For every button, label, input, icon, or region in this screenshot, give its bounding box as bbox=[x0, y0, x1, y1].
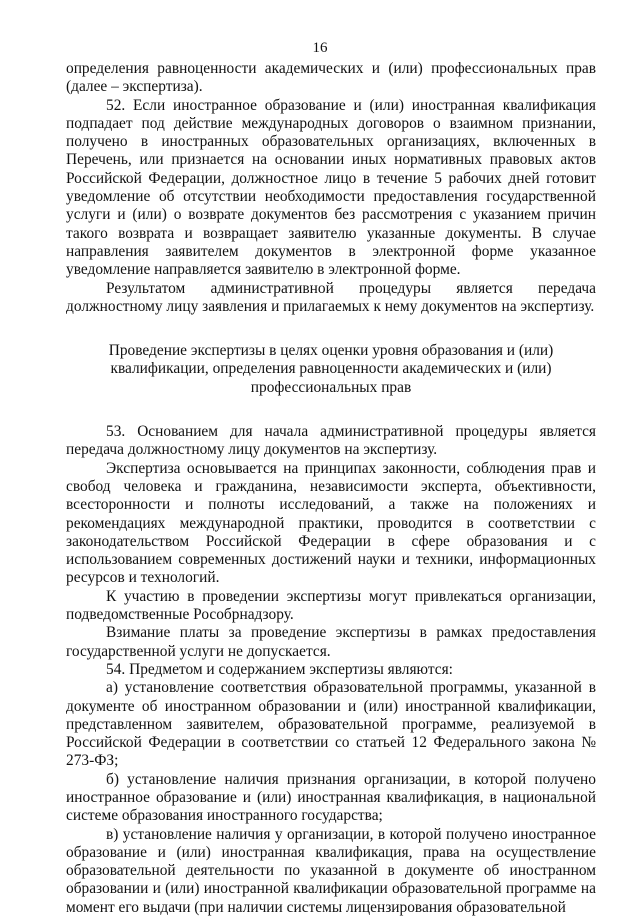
paragraph-no-fee: Взимание платы за проведение экспертизы в рамках предоставления государственной услуги не допускается. bbox=[66, 624, 596, 660]
paragraph-result: Результатом административной процедуры является передача должностному лицу заявления и прилагаемых к нему документов на экспертизу. bbox=[66, 279, 596, 315]
paragraph-expertise-principles: Экспертиза основывается на принципах законности, соблюдения прав и свобод человека и гражданина, независимости эксперта, объективности, всесторонности и полноты исследований, а также на положениях и рекомендациях международной практики, проводится в соответствии с законодательством Российской Федерации в сфере образования и с использованием современных достижений науки и техники, информационных ресурсов и технологий. bbox=[66, 459, 596, 587]
list-item-a: а) установление соответствия образовательной программы, указанной в документе об иностранном образовании и (или) иностранной квалификации, представленном заявителем, образовательной программе, реализуемой в Российской Федерации в соответствии со статьей 12 Федерального закона № 273-ФЗ; bbox=[66, 679, 596, 770]
list-item-b: б) установление наличия признания организации, в которой получено иностранное образование и (или) иностранная квалификация, в национальной системе образования иностранного государства; bbox=[66, 770, 596, 825]
paragraph-53: 53. Основанием для начала административной процедуры является передача должностному лицу документов на экспертизу. bbox=[66, 423, 596, 459]
list-item-v: в) установление наличия у организации, в которой получено иностранное образование и (или) иностранная квалификация, права на осуществление образовательной деятельности по указанной в документе об иностранном образовании и (или) иностранной квалификации образовательной программе на момент его выдачи (при наличии системы лицензирования образовательной bbox=[66, 825, 596, 916]
paragraph-organizations: К участию в проведении экспертизы могут привлекаться организации, подведомственные Рособрнадзору. bbox=[66, 587, 596, 624]
document-body bbox=[66, 60, 596, 917]
page-number: 16 bbox=[312, 40, 328, 56]
section-heading: Проведение экспертизы в целях оценки уровня образования и (или) квалификации, определения равноценности академических и (или) профессиональных прав bbox=[108, 342, 554, 396]
paragraph-52: 52. Если иностранное образование и (или) иностранная квалификация подпадает под действие международных договоров о взаимном признании, получено в иностранных образовательных организациях, включенных в Перечень, или признается на основании иных нормативных правовых актов Российской Федерации, должностное лицо в течение 5 рабочих дней готовит уведомление об отсутствии необходимости предоставления государственной услуги и (или) о возврате документов без рассмотрения с указанием причин такого возврата и возвращает заявителю указанные документы. В случае направления заявителем документов в электронной форме указанное уведомление направляется заявителю в электронной форме. bbox=[66, 96, 596, 279]
paragraph-continuation: определения равноценности академических и (или) профессиональных прав (далее – экспертиза). bbox=[66, 60, 596, 96]
paragraph-54: 54. Предметом и содержанием экспертизы являются: bbox=[106, 660, 453, 678]
